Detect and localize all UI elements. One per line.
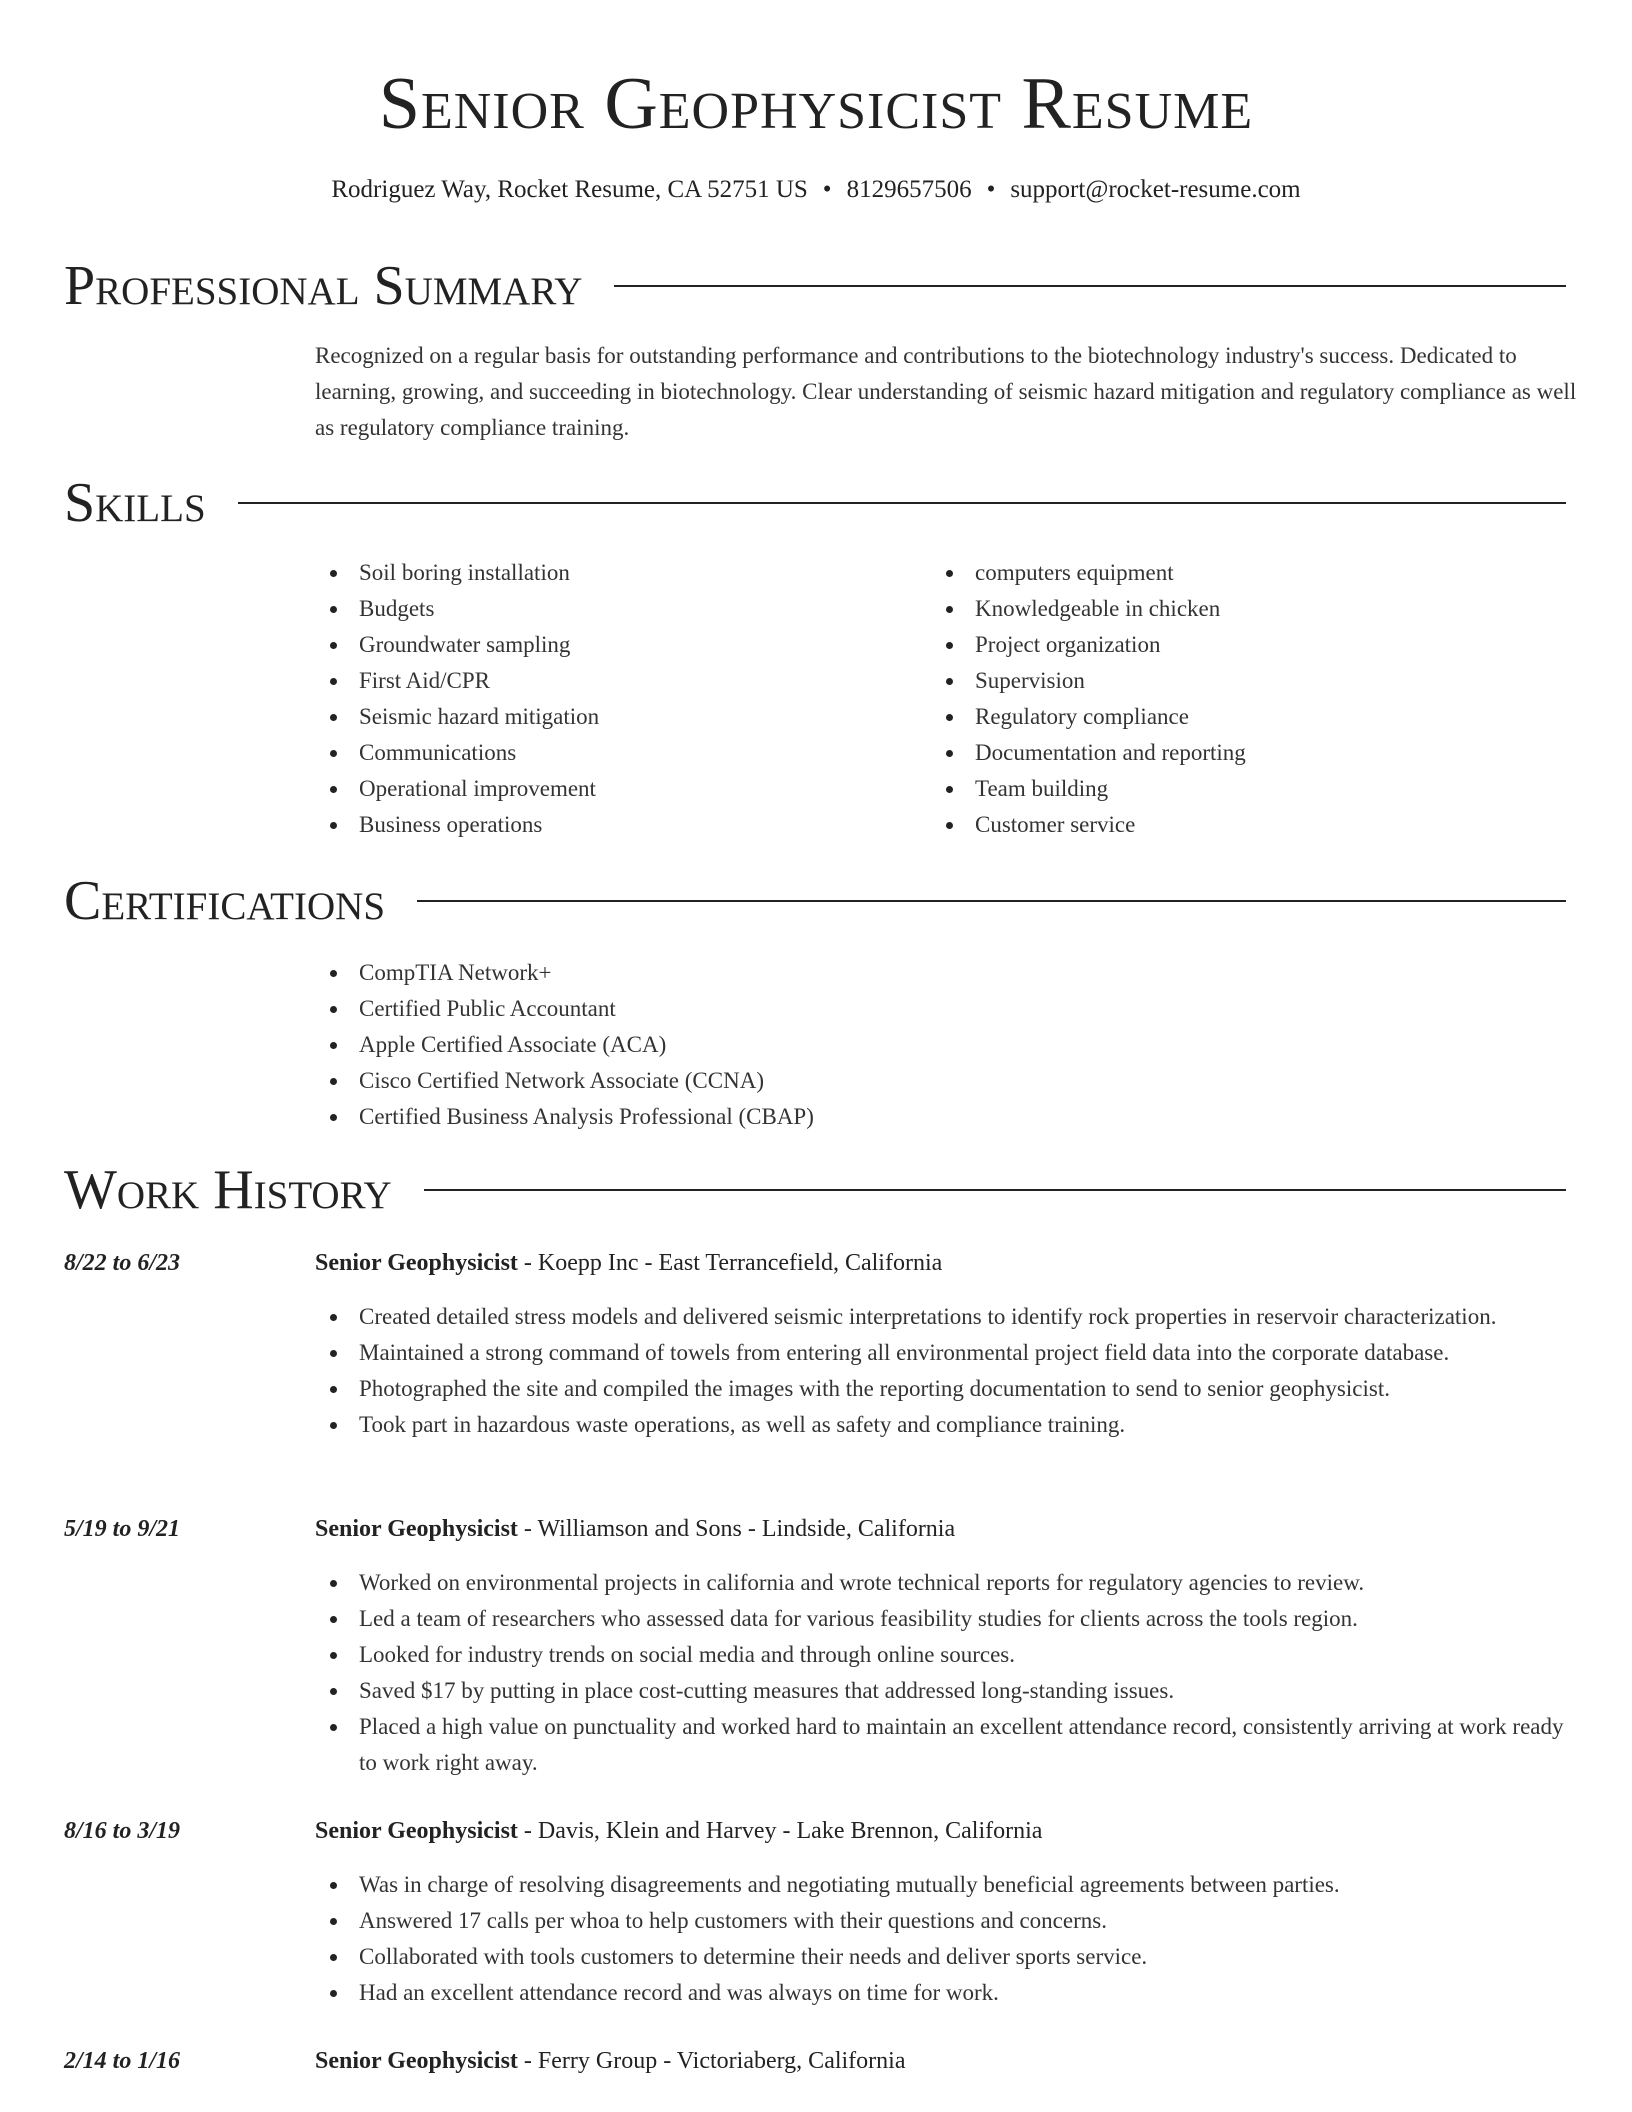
job-heading — [315, 1813, 1577, 1849]
job-bullet: Was in charge of resolving disagreements and negotiating mutually beneficial agreements between parties. — [315, 1867, 1577, 1903]
skill-item: Knowledgeable in chicken — [931, 591, 1571, 627]
job-dates: 2/14 to 1/16 — [64, 2048, 181, 2074]
job-bullet: Led a team of researchers who assessed data for various feasibility studies for clients across the tools region. — [315, 1601, 1577, 1637]
job-bullets — [315, 1565, 1577, 1781]
job-bullet: Looked for industry trends on social media and through online sources. — [315, 1637, 1577, 1673]
phone: 8129657506 — [846, 176, 972, 203]
skills-list-left — [315, 555, 915, 843]
work-history-heading: Work History — [64, 1159, 392, 1221]
address: Rodriguez Way, Rocket Resume, CA 52751 US — [331, 176, 808, 203]
job-details: - Ferry Group - Victoriaberg, California — [517, 2048, 906, 2074]
job-bullet: Saved $17 by putting in place cost-cutting measures that addressed long-standing issues. — [315, 1673, 1577, 1709]
skill-item: Groundwater sampling — [315, 627, 915, 663]
skill-item: Budgets — [315, 591, 915, 627]
email: support@rocket-resume.com — [1010, 176, 1301, 203]
separator-dot: • — [986, 176, 996, 203]
certification-item: Certified Business Analysis Professional (CBAP) — [315, 1099, 1315, 1135]
job-heading — [315, 2043, 1577, 2079]
skill-item: First Aid/CPR — [315, 663, 915, 699]
certifications-section-header — [64, 869, 1566, 933]
job-title: Senior Geophysicist — [315, 2048, 518, 2074]
certification-item: Cisco Certified Network Associate (CCNA) — [315, 1063, 1315, 1099]
resume-title: Senior Geophysicist Resume — [378, 63, 1254, 145]
summary-heading: Professional Summary — [64, 255, 583, 317]
summary-text: Recognized on a regular basis for outstanding performance and contributions to the biotechnology industry's success. Dedicated to learning, growing, and succeeding in biotechnology. Clear understanding of seismic hazard mitigation and regulatory compliance as well as regulatory compliance training. — [315, 343, 1577, 440]
skill-item: Operational improvement — [315, 771, 915, 807]
job-dates: 5/19 to 9/21 — [64, 1516, 181, 1542]
contact-line — [0, 172, 1632, 208]
certifications-list — [315, 955, 1315, 1135]
job-dates: 8/22 to 6/23 — [64, 1250, 181, 1276]
job-heading — [315, 1245, 1577, 1281]
job-bullets — [315, 1867, 1577, 2011]
job-title: Senior Geophysicist — [315, 1250, 518, 1276]
certification-item: CompTIA Network+ — [315, 955, 1315, 991]
certification-item: Certified Public Accountant — [315, 991, 1315, 1027]
job-bullet: Placed a high value on punctuality and worked hard to maintain an excellent attendance record, consistently arriving at work ready to work right away. — [315, 1709, 1577, 1781]
section-divider — [238, 502, 1566, 504]
skill-item: Regulatory compliance — [931, 699, 1571, 735]
job-bullet: Worked on environmental projects in california and wrote technical reports for regulatory agencies to review. — [315, 1565, 1577, 1601]
skills-heading: Skills — [64, 472, 206, 534]
job-heading — [315, 1511, 1577, 1547]
job-bullet: Took part in hazardous waste operations, as well as safety and compliance training. — [315, 1407, 1577, 1443]
skill-item: Communications — [315, 735, 915, 771]
skill-item: Project organization — [931, 627, 1571, 663]
skill-item: computers equipment — [931, 555, 1571, 591]
job-dates: 8/16 to 3/19 — [64, 1818, 181, 1844]
job-bullets — [315, 1299, 1577, 1443]
skills-section-header — [64, 471, 1566, 535]
job-bullet: Created detailed stress models and delivered seismic interpretations to identify rock properties in reservoir characterization. — [315, 1299, 1577, 1335]
job-details: - Koepp Inc - East Terrancefield, California — [517, 1250, 943, 1276]
job-title: Senior Geophysicist — [315, 1818, 518, 1844]
job-details: - Williamson and Sons - Lindside, California — [517, 1516, 956, 1542]
section-divider — [417, 900, 1566, 902]
skill-item: Team building — [931, 771, 1571, 807]
job-bullet: Maintained a strong command of towels from entering all environmental project field data into the corporate database. — [315, 1335, 1577, 1371]
skill-item: Documentation and reporting — [931, 735, 1571, 771]
job-bullet: Answered 17 calls per whoa to help customers with their questions and concerns. — [315, 1903, 1577, 1939]
skills-list-right — [931, 555, 1571, 843]
job-bullet: Collaborated with tools customers to determine their needs and deliver sports service. — [315, 1939, 1577, 1975]
summary-section-header — [64, 254, 1566, 318]
certifications-heading: Certifications — [64, 870, 386, 932]
separator-dot: • — [822, 176, 832, 203]
work-history-section-header — [64, 1158, 1566, 1222]
skill-item: Seismic hazard mitigation — [315, 699, 915, 735]
skill-item: Business operations — [315, 807, 915, 843]
job-bullet: Had an excellent attendance record and was always on time for work. — [315, 1975, 1577, 2011]
job-title: Senior Geophysicist — [315, 1516, 518, 1542]
skill-item: Supervision — [931, 663, 1571, 699]
certification-item: Apple Certified Associate (ACA) — [315, 1027, 1315, 1063]
skill-item: Customer service — [931, 807, 1571, 843]
job-bullet: Photographed the site and compiled the images with the reporting documentation to send to senior geophysicist. — [315, 1371, 1577, 1407]
section-divider — [424, 1189, 1566, 1191]
section-divider — [614, 285, 1566, 287]
job-details: - Davis, Klein and Harvey - Lake Brennon, California — [517, 1818, 1043, 1844]
skill-item: Soil boring installation — [315, 555, 915, 591]
